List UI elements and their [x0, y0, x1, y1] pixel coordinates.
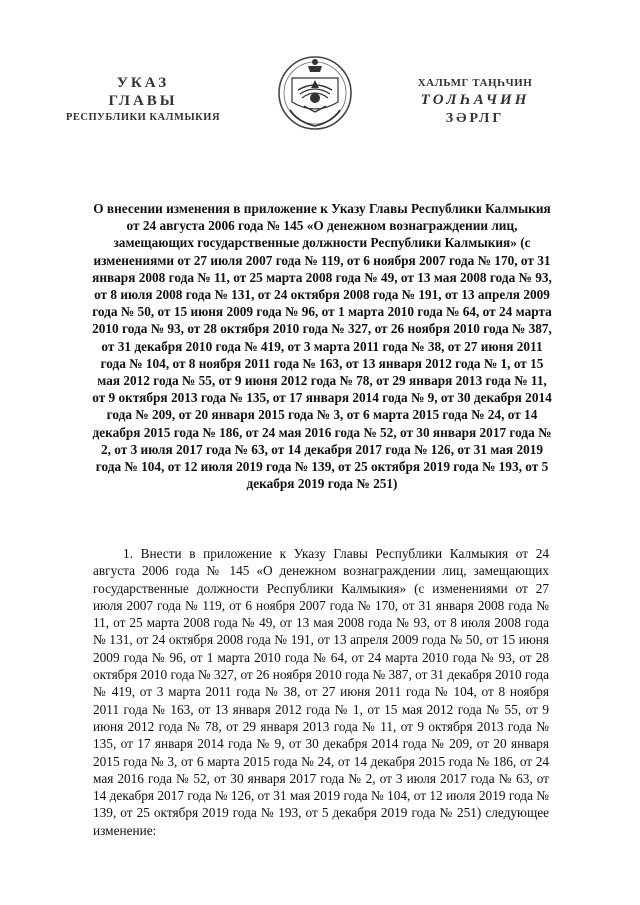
kalmyk-header-line3: ЗӘРЛГ — [445, 111, 505, 126]
document-title: О внесении изменения в приложение к Указу Главы Республики Калмыкия от 24 августа 2006 года № 145 «О денежном вознаграждении лиц, замещающих государственные должности Республики Калмыкия» (с изменениями от 27 июля 2007 года № 119, от 6 ноября 2007 года № 170, от 31 января 2008 года № 11, от 25 марта 2008 года № 49, от 13 мая 2008 года № 93, от 8 июля 2008 года № 131, от 24 октября 2008 года № 191, от 13 апреля 2009 года № 50, от 15 июня 2009 года № 96, от 1 марта 2010 года № 64, от 24 марта 2010 года № 93, от 28 октября 2010 года № 327, от 26 ноября 2010 года № 387, от 31 декабря 2010 года № 419, от 3 марта 2011 года № 38, от 27 июня 2011 года № 104, от 8 ноября 2011 года № 163, от 13 января 2012 года № 1, от 15 мая 2012 года № 55, от 9 июня 2012 года № 78, от 29 января 2013 года № 11, от 9 октября 2013 года № 135, от 17 января 2014 года № 9, от 30 декабря 2014 года № 209, от 20 января 2015 года № 3, от 6 марта 2015 года № 24, от 14 декабря 2015 года № 186, от 24 мая 2016 года № 52, от 30 января 2017 года № 2, от 3 июля 2017 года № 63, от 14 декабря 2017 года № 126, от 31 мая 2019 года № 104, от 12 июля 2019 года № 139, от 25 октября 2019 года № 193, от 5 декабря 2019 года № 251) — [92, 201, 552, 492]
kalmyk-header-line1: ХАЛЬМГ ТАҢҺЧИН — [417, 77, 533, 89]
coat-of-arms-icon — [276, 50, 354, 136]
decree-label: УКАЗ — [116, 75, 170, 91]
head-label: ГЛАВЫ — [108, 93, 178, 109]
issuer-block-kalmyk — [390, 76, 560, 128]
issuer-block-russian — [58, 74, 228, 126]
kalmyk-header-line2: ТОЛҺАЧИН — [420, 92, 530, 108]
paragraph-1: 1. Внести в приложение к Указу Главы Республики Калмыкия от 24 августа 2006 года № 145 «О денежном вознаграждении лиц, замещающих государственные должности Республики Калмыкия» (с изменениями от 27 июля 2007 года № 119, от 6 ноября 2007 года № 170, от 31 января 2008 года № 11, от 25 марта 2008 года № 49, от 13 мая 2008 года № 93, от 8 июля 2008 года № 131, от 24 октября 2008 года № 191, от 13 апреля 2009 года № 50, от 15 июня 2009 года № 96, от 1 марта 2010 года № 64, от 24 марта 2010 года № 93, от 28 октября 2010 года № 327, от 26 ноября 2010 года № 387, от 31 декабря 2010 года № 419, от 3 марта 2011 года № 38, от 27 июня 2011 года № 104, от 8 ноября 2011 года № 163, от 13 января 2012 года № 1, от 15 мая 2012 года № 55, от 9 июня 2012 года № 78, от 29 января 2013 года № 11, от 9 октября 2013 года № 135, от 17 января 2014 года № 9, от 30 декабря 2014 года № 209, от 20 января 2015 года № 3, от 6 марта 2015 года № 24, от 14 декабря 2015 года № 186, от 24 мая 2016 года № 52, от 30 января 2017 года № 2, от 3 июля 2017 года № 63, от 14 декабря 2017 года № 126, от 31 мая 2019 года № 104, от 12 июля 2019 года № 139, от 25 октября 2019 года № 193, от 5 декабря 2019 года № 251) следующее изменение: — [93, 546, 549, 838]
republic-label: РЕСПУБЛИКИ КАЛМЫКИЯ — [65, 112, 221, 123]
